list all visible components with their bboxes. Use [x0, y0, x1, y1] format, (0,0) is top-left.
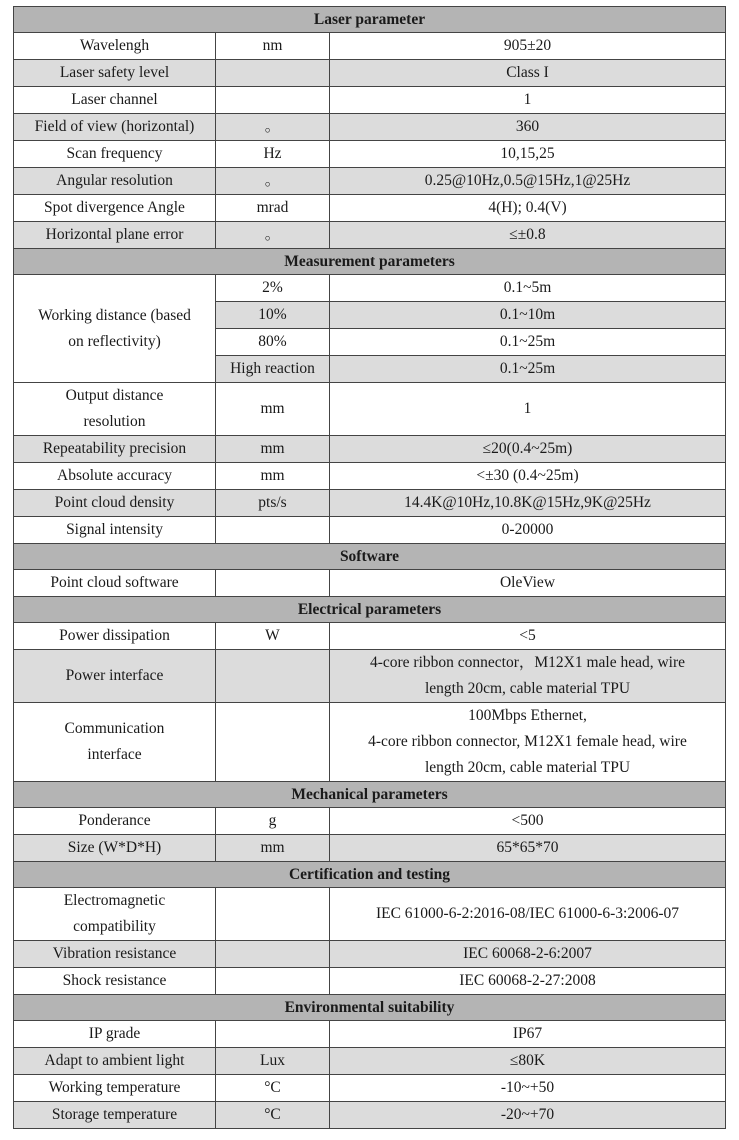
row-label-line: interface: [87, 746, 142, 763]
table-row: [14, 1021, 726, 1048]
row-value: Class I: [330, 60, 726, 87]
row-value: 905±20: [330, 33, 726, 60]
row-value: -10~+50: [330, 1075, 726, 1102]
row-value: 360: [330, 114, 726, 141]
row-unit: °C: [216, 1102, 330, 1129]
row-label: Signal intensity: [14, 517, 216, 544]
section-header-software: [14, 544, 726, 570]
row-label: Shock resistance: [14, 968, 216, 995]
row-value: ≤±0.8: [330, 222, 726, 249]
table-row: [14, 383, 726, 436]
row-label: Vibration resistance: [14, 941, 216, 968]
table-row: [14, 87, 726, 114]
row-value-communication: [330, 703, 726, 782]
row-label-emc: [14, 888, 216, 941]
row-label: Point cloud software: [14, 570, 216, 597]
section-header-laser: [14, 7, 726, 33]
row-label: Working temperature: [14, 1075, 216, 1102]
row-value: 4(H); 0.4(V): [330, 195, 726, 222]
row-unit: [216, 888, 330, 941]
row-value: 1: [330, 383, 726, 436]
row-label: Adapt to ambient light: [14, 1048, 216, 1075]
row-value: 0.25@10Hz,0.5@15Hz,1@25Hz: [330, 168, 726, 195]
row-label: Power dissipation: [14, 623, 216, 650]
row-unit: 。: [216, 114, 330, 141]
table-row: [14, 436, 726, 463]
table-row: [14, 941, 726, 968]
table-row: [14, 168, 726, 195]
row-value: 14.4K@10Hz,10.8K@15Hz,9K@25Hz: [330, 490, 726, 517]
row-unit: High reaction: [216, 356, 330, 383]
row-value: 0.1~25m: [330, 356, 726, 383]
table-row: [14, 1048, 726, 1075]
row-unit: 2%: [216, 275, 330, 302]
row-unit: [216, 517, 330, 544]
row-value: IEC 60068-2-6:2007: [330, 941, 726, 968]
row-label-line: resolution: [83, 413, 146, 430]
row-label-line: Working distance (based: [38, 306, 191, 324]
section-header-certification: [14, 862, 726, 888]
row-value: 0-20000: [330, 517, 726, 544]
row-value: 65*65*70: [330, 835, 726, 862]
row-value: IEC 61000-6-2:2016-08/IEC 61000-6-3:2006-07: [330, 888, 726, 941]
section-title: Mechanical parameters: [14, 782, 726, 808]
row-value-power-interface: [330, 650, 726, 703]
row-value-line: 4-core ribbon connector，M12X1 male head, wire: [369, 654, 686, 671]
row-label-line: Communication: [64, 720, 165, 737]
table-row: [14, 703, 726, 782]
row-label-output: [14, 383, 216, 436]
section-title: Environmental suitability: [14, 995, 726, 1021]
row-label: Power interface: [14, 650, 216, 703]
row-unit: [216, 570, 330, 597]
table-row: [14, 1075, 726, 1102]
row-label-line: on reflectivity): [68, 332, 161, 350]
row-value: <5: [330, 623, 726, 650]
row-unit: [216, 60, 330, 87]
row-value: <±30 (0.4~25m): [330, 463, 726, 490]
row-label: Absolute accuracy: [14, 463, 216, 490]
row-unit: [216, 1021, 330, 1048]
table-row: [14, 222, 726, 249]
row-unit: g: [216, 808, 330, 835]
section-title: Laser parameter: [14, 7, 726, 33]
row-unit: [216, 703, 330, 782]
table-row: [14, 1102, 726, 1129]
row-label: Spot divergence Angle: [14, 195, 216, 222]
section-header-electrical: [14, 597, 726, 623]
section-title: Electrical parameters: [14, 597, 726, 623]
row-label: Laser safety level: [14, 60, 216, 87]
row-value-line: length 20cm, cable material TPU: [424, 759, 631, 776]
table-row: [14, 968, 726, 995]
table-row: [14, 114, 726, 141]
row-label: Repeatability precision: [14, 436, 216, 463]
table-row: [14, 141, 726, 168]
section-title: Certification and testing: [14, 862, 726, 888]
table-row: [14, 60, 726, 87]
table-row: [14, 490, 726, 517]
row-unit: mm: [216, 436, 330, 463]
row-value: ≤20(0.4~25m): [330, 436, 726, 463]
row-label: Laser channel: [14, 87, 216, 114]
row-value: ≤80K: [330, 1048, 726, 1075]
row-value-line: length 20cm, cable material TPU: [424, 680, 631, 697]
table-row: [14, 650, 726, 703]
row-unit: W: [216, 623, 330, 650]
row-value: 0.1~5m: [330, 275, 726, 302]
table-row: [14, 195, 726, 222]
row-label: Size (W*D*H): [14, 835, 216, 862]
row-value: IEC 60068-2-27:2008: [330, 968, 726, 995]
row-value: 1: [330, 87, 726, 114]
row-label-line: Electromagnetic: [63, 892, 166, 909]
row-label-line: compatibility: [73, 918, 156, 935]
row-label-communication: [14, 703, 216, 782]
row-unit: [216, 968, 330, 995]
section-header-environmental: [14, 995, 726, 1021]
row-unit: °C: [216, 1075, 330, 1102]
row-unit: mm: [216, 383, 330, 436]
row-value: 0.1~25m: [330, 329, 726, 356]
row-unit: 80%: [216, 329, 330, 356]
section-title: Software: [14, 544, 726, 570]
table-row: [14, 33, 726, 60]
table-row: [14, 835, 726, 862]
spec-table: [13, 6, 726, 1129]
table-row: [14, 570, 726, 597]
table-row: [14, 808, 726, 835]
row-unit: [216, 87, 330, 114]
row-unit: pts/s: [216, 490, 330, 517]
row-label: IP grade: [14, 1021, 216, 1048]
row-value: <500: [330, 808, 726, 835]
row-label: Ponderance: [14, 808, 216, 835]
table-row: [14, 275, 726, 302]
row-value: -20~+70: [330, 1102, 726, 1129]
row-unit: Hz: [216, 141, 330, 168]
row-value: IP67: [330, 1021, 726, 1048]
row-label: Storage temperature: [14, 1102, 216, 1129]
table-row: [14, 463, 726, 490]
table-row: [14, 888, 726, 941]
section-header-mechanical: [14, 782, 726, 808]
row-label: Point cloud density: [14, 490, 216, 517]
row-unit: Lux: [216, 1048, 330, 1075]
row-label: Wavelengh: [14, 33, 216, 60]
row-value: 10,15,25: [330, 141, 726, 168]
row-value: 0.1~10m: [330, 302, 726, 329]
row-unit: nm: [216, 33, 330, 60]
row-unit: mm: [216, 835, 330, 862]
row-unit: 。: [216, 222, 330, 249]
row-value-line: 100Mbps Ethernet,: [468, 707, 587, 724]
section-title: Measurement parameters: [14, 249, 726, 275]
table-row: [14, 517, 726, 544]
row-label: Field of view (horizontal): [14, 114, 216, 141]
row-label-working-distance: [14, 275, 216, 383]
row-label-line: Output distance: [65, 387, 164, 404]
row-unit: [216, 650, 330, 703]
row-unit: mrad: [216, 195, 330, 222]
table-row: [14, 623, 726, 650]
row-value: OleView: [330, 570, 726, 597]
row-label: Horizontal plane error: [14, 222, 216, 249]
row-label: Angular resolution: [14, 168, 216, 195]
row-unit: [216, 941, 330, 968]
row-unit: mm: [216, 463, 330, 490]
row-unit: 10%: [216, 302, 330, 329]
row-label: Scan frequency: [14, 141, 216, 168]
row-unit: 。: [216, 168, 330, 195]
row-value-line: 4-core ribbon connector, M12X1 female head, wire: [368, 733, 687, 750]
section-header-measurement: [14, 249, 726, 275]
